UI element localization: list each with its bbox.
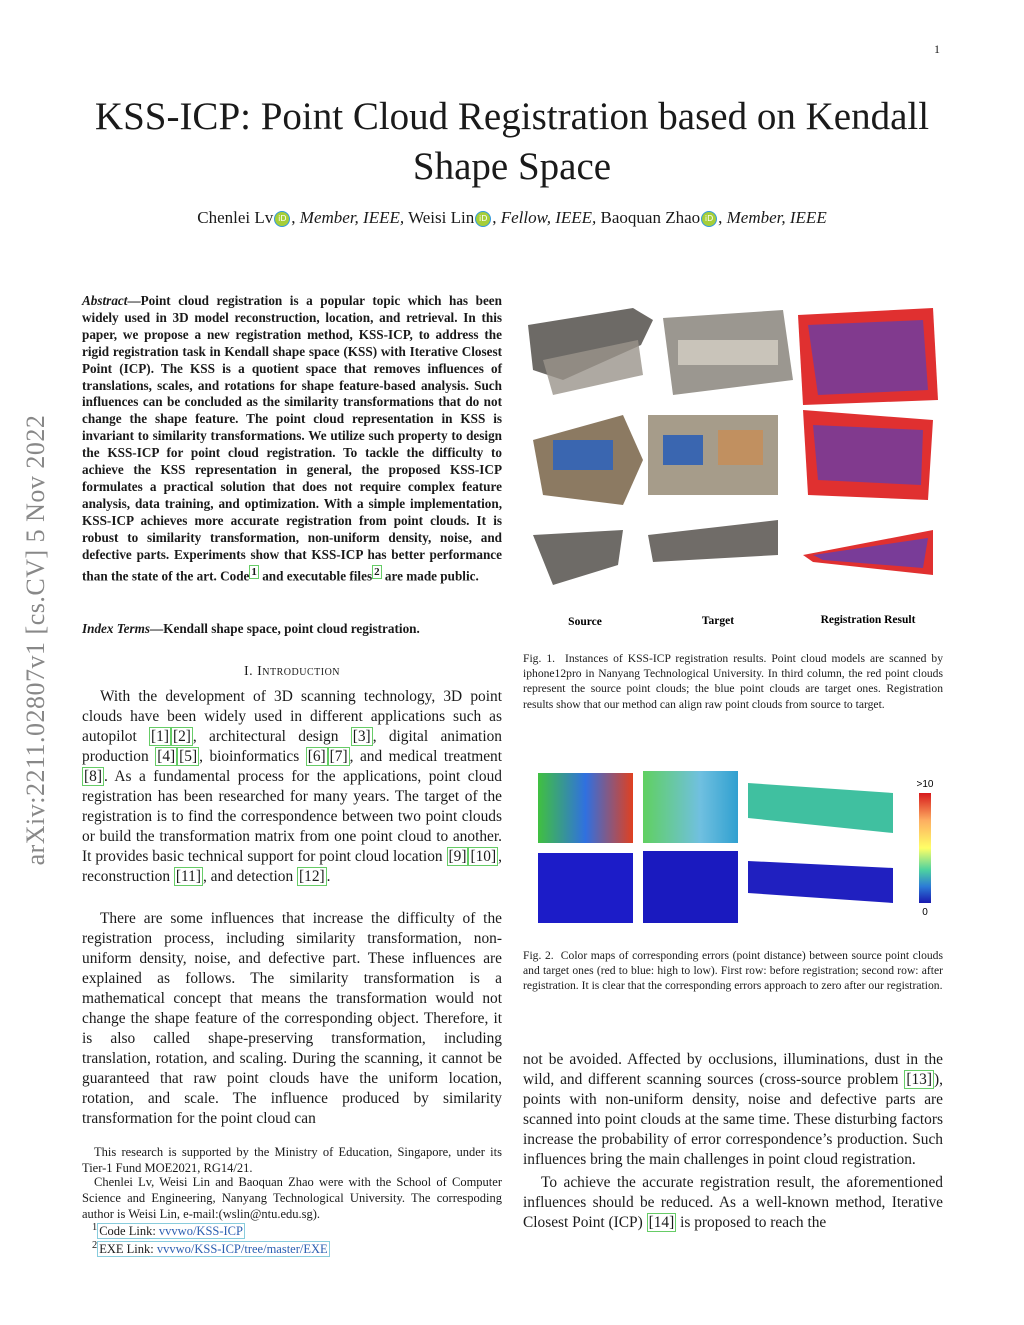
figure-2	[523, 763, 943, 933]
citation-link[interactable]: [13]	[906, 1071, 933, 1088]
figure-1-image	[523, 300, 943, 635]
author-name: Weisi Lin	[408, 208, 475, 227]
orcid-icon[interactable]: iD	[274, 211, 290, 227]
orcid-icon[interactable]: iD	[475, 211, 491, 227]
author-role: Member, IEEE,	[299, 208, 405, 227]
citation-link[interactable]: [10]	[470, 848, 497, 865]
citation-link[interactable]: [4]	[157, 748, 176, 765]
section-title: Introduction	[257, 664, 341, 679]
citation-link[interactable]: [9]	[448, 848, 467, 865]
author-role: Fellow, IEEE,	[500, 208, 597, 227]
citation-link[interactable]: [14]	[648, 1214, 675, 1231]
citation-link[interactable]: [1]	[151, 728, 169, 745]
abstract-text: and executable files	[258, 567, 373, 583]
figure-1-caption	[523, 651, 943, 712]
page-number: 1	[934, 42, 940, 56]
abstract-text: are made public.	[381, 567, 479, 583]
citation-link[interactable]: [8]	[84, 768, 102, 785]
paragraph: not be avoided. Affected by occlusions, illuminations, dust in the wild, and different scanning sources (cross-source problem [13] ), points with non-uniform density, noise and defective parts are scanned into point clouds at the same time. These disturbing factors increase the probability of error correspondence’s production. Such influences bring the main challenges in point cloud registration.	[523, 1051, 943, 1168]
fig1-label-result: Registration Result	[820, 614, 916, 626]
author-name: Baoquan Zhao	[600, 208, 701, 227]
abstract-label: Abstract	[82, 293, 128, 308]
section-heading	[82, 664, 502, 680]
citation-link[interactable]: [11]	[175, 868, 201, 885]
figure-2-image	[523, 763, 943, 933]
code-link[interactable]: Code Link: vvvwo/KSS-ICP	[99, 1224, 243, 1239]
exe-link[interactable]: EXE Link: vvvwo/KSS-ICP/tree/master/EXE	[99, 1242, 328, 1257]
intro-paragraph-2: There are some influences that increase the difficulty of the registration process, including similarity transformation, non-uniform density, noise, and defective part. These influences are explained as follows. The similarity transformation is a mathematical concept that means the transformation would not change the shape feature of the corresponding object. Therefore, it is also called shape-preserving transformation, including translation, rotation, and scaling. During the scanning, it cannot be guaranteed that raw point clouds have the uniform location, rotation, and scale. The influence produced by similarity transformation for the point cloud can	[82, 910, 502, 1127]
citation-link[interactable]: [3]	[352, 728, 371, 745]
caption-label: Fig. 1.	[523, 652, 556, 665]
citation-link[interactable]: [5]	[179, 748, 198, 765]
paragraph: To achieve the accurate registration result, the aforementioned influences should be reduced. As a well-known method, Iterative Closest Point (ICP) [14] is proposed to reach the	[523, 1174, 943, 1231]
index-terms-label: Index Terms	[82, 621, 151, 636]
orcid-icon[interactable]: iD	[701, 211, 717, 227]
author-line: Chenlei Lv iD , Member, IEEE, Weisi Lin iD , Fellow, IEEE, Baoquan Zhao iD , Member, IEEE	[197, 208, 827, 227]
fig1-label-source: Source	[568, 616, 602, 628]
abstract	[82, 293, 502, 585]
author-role: Member, IEEE	[726, 208, 827, 227]
index-terms	[82, 621, 502, 637]
colorbar	[919, 793, 931, 903]
section-number: I.	[243, 664, 254, 679]
citation-link[interactable]: [2]	[172, 728, 191, 745]
caption-label: Fig. 2.	[523, 949, 554, 962]
intro-paragraph-1: With the development of 3D scanning technology, 3D point clouds have been widely used in different applications such as autopilot [1] [2] , architectural design [3] , digital animation production [4] [5] , bioinformatics [6] [7] , and medical treatment [8] . As a fundamental process for the applications, point cloud registration has been researched for many years. The target of the registration is to find the correspondence between two point clouds or build the transformation matrix from one point cloud to another. It provides basic technical support for point cloud location [9] [10] , reconstruction [11] , and detection [12] .	[82, 688, 502, 885]
figure-2-caption	[523, 948, 943, 994]
footnote-exe-link: $^2$ EXE Link: vvvwo/KSS-ICP/tree/master/EXE	[92, 1240, 328, 1257]
colorbar-max: >10	[916, 779, 934, 790]
footnote-ref[interactable]: 1	[251, 565, 257, 578]
caption-text: Instances of KSS-ICP registration results. Point cloud models are scanned by iphone12pro in Nanyang Technological University. In third column, the red point clouds represent the source point clouds; the blue point clouds are target ones. Registration results show that our method can align raw point clouds from source to target.	[523, 652, 943, 711]
fig1-label-target: Target	[701, 615, 735, 627]
arxiv-watermark: arXiv:2211.02807v1 [cs.CV] 5 Nov 2022	[21, 414, 50, 866]
footnote-funding: This research is supported by the Ministry of Education, Singapore, under its Tier-1 Fund MOE2021, RG14/21.	[82, 1145, 502, 1175]
right-column-text	[523, 1050, 943, 1233]
citation-link[interactable]: [7]	[329, 748, 348, 765]
footnote-affiliation: Chenlei Lv, Weisi Lin and Baoquan Zhao were with the School of Computer Science and Engineering, Nanyang Technological University. The correspoding author is Weisi Lin, e-mail:(wslin@ntu.edu.sg).	[82, 1175, 502, 1221]
citation-link[interactable]: [6]	[307, 748, 326, 765]
colorbar-min: 0	[922, 907, 928, 918]
paper-title: KSS-ICP: Point Cloud Registration based on Kendall Shape Space	[94, 95, 930, 188]
citation-link[interactable]: [12]	[299, 868, 325, 885]
index-terms-text: —Kendall shape space, point cloud registration.	[150, 621, 420, 636]
caption-text: Color maps of corresponding errors (point distance) between source point clouds and target ones (red to blue: high to low). First row: before registration; second row: after registration. It is clear that the corresponding errors approach to zero after our registration.	[523, 949, 943, 993]
footnote-code-link: $^1$ Code Link: vvvwo/KSS-ICP	[92, 1222, 243, 1239]
figure-1	[523, 300, 943, 635]
footnote-ref[interactable]: 2	[374, 565, 380, 578]
abstract-text: —Point cloud registration is a popular topic which has been widely used in 3D model reconstruction, location, and retrieval. In this paper, we propose a new registration method, KSS-ICP, to address the rigid registration task in Kendall shape space (KSS) with Iterative Closest Point (ICP). The KSS is a quotient space that removes influences of translations, scales, and rotations for shape feature-based analysis. Such influences can be concluded as the similarity transformations that do not change the shape feature. The point cloud representation in KSS is invariant to similarity transformations. We utilize such property to design the KSS-ICP for point cloud registration. To tackle the difficulty to achieve the KSS representation in general, the proposed KSS-ICP formulates a practical solution that does not require complex feature analysis, data training, and optimization. With a simple implementation, KSS-ICP achieves more accurate registration from point clouds. It is robust to similarity transformation, non-uniform density, noise, and defective parts. Experiments show that KSS-ICP has better performance than the state of the art. Code	[82, 293, 502, 583]
author-name: Chenlei Lv	[197, 208, 274, 227]
